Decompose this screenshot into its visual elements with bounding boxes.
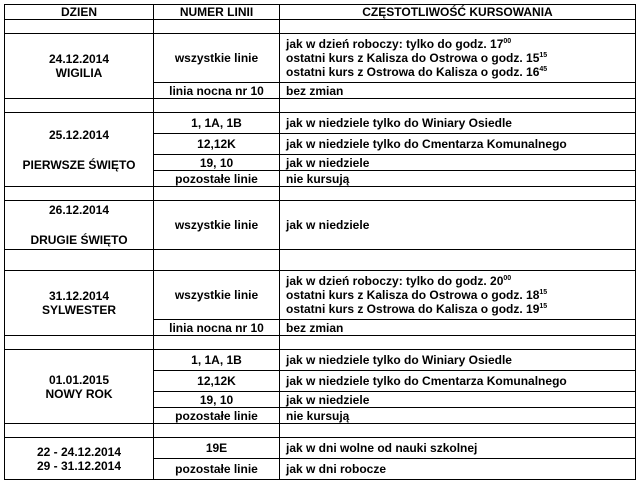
line-cell: wszystkie linie: [154, 34, 280, 83]
day-cell: [5, 350, 154, 424]
day-name: DRUGIE ŚWIĘTO: [30, 233, 128, 247]
day-cell: [5, 113, 154, 187]
day-cell: [5, 34, 154, 99]
table-row: [5, 350, 636, 371]
frequency-text: ostatni kurs z Kalisza do Ostrowa o godz. $18^{15}$: [286, 288, 548, 302]
line-cell: 12,12K: [154, 371, 280, 392]
header-line: NUMER LINII: [154, 5, 280, 20]
day-date: 22 - 24.12.2014: [36, 444, 122, 459]
line-cell: 12,12K: [154, 134, 280, 155]
day-date: 29 - 31.12.2014: [36, 458, 122, 473]
table-row: [5, 438, 636, 459]
line-cell: pozostałe linie: [154, 171, 280, 187]
frequency-cell: jak w niedziele tylko do Winiary Osiedle: [280, 350, 636, 371]
day-date: 24.12.2014: [48, 52, 110, 66]
frequency-cell: jak w niedziele tylko do Winiary Osiedle: [280, 113, 636, 134]
spacer-row: [5, 336, 636, 350]
line-cell: wszystkie linie: [154, 201, 280, 250]
header-frequency: CZĘSTOTLIWOŚĆ KURSOWANIA: [280, 5, 636, 20]
frequency-cell: [280, 271, 636, 320]
line-cell: wszystkie linie: [154, 271, 280, 320]
line-cell: pozostałe linie: [154, 459, 280, 480]
day-cell: [5, 201, 154, 250]
table-row: [5, 271, 636, 320]
frequency-text: ostatni kurs z Ostrowa do Kalisza o godz. $16^{45}$: [286, 65, 548, 79]
frequency-cell: bez zmian: [280, 83, 636, 99]
day-name: WIGILIA: [55, 66, 103, 80]
line-cell: 19, 10: [154, 155, 280, 171]
day-cell: [5, 438, 154, 480]
frequency-cell: jak w niedziele tylko do Cmentarza Komunalnego: [280, 134, 636, 155]
frequency-cell: jak w dni robocze: [280, 459, 636, 480]
day-cell: [5, 271, 154, 336]
table-row: [5, 201, 636, 250]
table-row: [5, 34, 636, 83]
day-date: 25.12.2014: [48, 127, 110, 142]
line-cell: 19, 10: [154, 392, 280, 408]
frequency-cell: jak w niedziele: [280, 201, 636, 250]
frequency-cell: bez zmian: [280, 320, 636, 336]
frequency-cell: [280, 34, 636, 83]
frequency-text: ostatni kurs z Kalisza do Ostrowa o godz. $15^{15}$: [286, 51, 548, 65]
spacer-row: [5, 187, 636, 201]
line-cell: 19E: [154, 438, 280, 459]
line-cell: 1, 1A, 1B: [154, 113, 280, 134]
line-cell: pozostałe linie: [154, 408, 280, 424]
frequency-cell: jak w niedziele tylko do Cmentarza Komunalnego: [280, 371, 636, 392]
spacer-row: [5, 20, 636, 34]
frequency-cell: jak w niedziele: [280, 392, 636, 408]
frequency-cell: jak w dni wolne od nauki szkolnej: [280, 438, 636, 459]
frequency-text: jak w dzień roboczy: tylko do godz. $17^{00}$: [286, 37, 512, 51]
frequency-cell: nie kursują: [280, 408, 636, 424]
spacer-row: [5, 250, 636, 271]
frequency-cell: nie kursują: [280, 171, 636, 187]
header-row: [5, 5, 636, 20]
line-cell: linia nocna nr 10: [154, 320, 280, 336]
day-name: NOWY ROK: [45, 386, 113, 401]
spacer-row: [5, 424, 636, 438]
header-day: DZIEN: [5, 5, 154, 20]
spacer-row: [5, 99, 636, 113]
line-cell: linia nocna nr 10: [154, 83, 280, 99]
day-name: PIERWSZE ŚWIĘTO: [22, 157, 136, 172]
frequency-text: ostatni kurs z Ostrowa do Kalisza o godz. $19^{15}$: [286, 302, 548, 316]
holiday-schedule-table: [4, 4, 636, 480]
table-row: [5, 113, 636, 134]
frequency-cell: jak w niedziele: [280, 155, 636, 171]
day-date: 31.12.2014: [48, 289, 110, 303]
day-name: SYLWESTER: [41, 303, 116, 317]
day-date: 26.12.2014: [48, 203, 110, 217]
line-cell: 1, 1A, 1B: [154, 350, 280, 371]
day-date: 01.01.2015: [48, 372, 110, 387]
frequency-text: jak w dzień roboczy: tylko do godz. $20^{00}$: [286, 274, 512, 288]
